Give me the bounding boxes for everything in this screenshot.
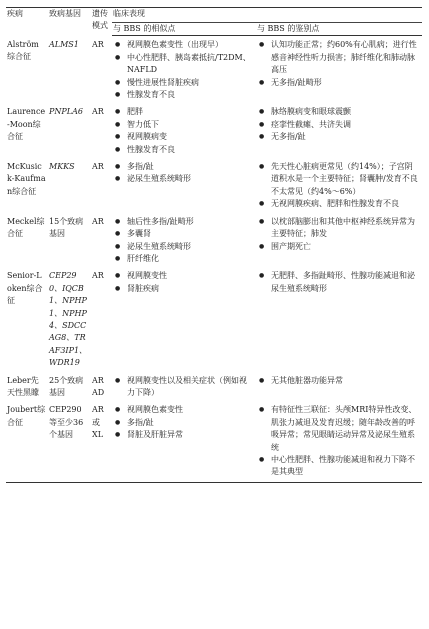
similar-item: ● 智力低下 — [113, 119, 254, 131]
similar-item: ● 视网膜变性以及相关症状（例如视力下降） — [113, 375, 254, 400]
table-row — [6, 36, 422, 105]
similar-cell — [112, 159, 256, 214]
similar-cell — [112, 402, 256, 482]
inheritance-mode: AR — [92, 216, 104, 226]
header-similar: 与 BBS 的相似点 — [112, 23, 256, 36]
comparison-table — [6, 7, 422, 483]
similar-item: ● 视网膜色素变性 — [113, 404, 254, 416]
similar-item: ● 肝纤维化 — [113, 253, 254, 265]
differential-item: ● 无肥胖、多指趾畸形、性腺功能减退和泌尿生殖系统畸形 — [257, 270, 420, 295]
differential-item: ● 脉络膜病变和眼球震颤 — [257, 106, 420, 118]
differential-cell — [256, 268, 422, 372]
gene-name: 15个致病基因 — [49, 216, 84, 239]
differential-item: ● 有特征性三联征：头颅MRI特异性改变、肌张力减退及发育迟缓；随年龄改善的呼吸异常；常见眼睛运动异常及泌尿生殖系统 — [257, 404, 420, 454]
gene-name: ALMS1 — [49, 39, 79, 49]
table-row — [6, 402, 422, 482]
differential-cell — [256, 402, 422, 482]
disease-name: Laurence-Moon综合征 — [7, 107, 46, 142]
similar-item: ● 肾脏疾病 — [113, 283, 254, 295]
table-row — [6, 159, 422, 214]
similar-item: ● 中心性肥胖、胰岛素抵抗/T2DM、NAFLD — [113, 52, 254, 77]
differential-cell — [256, 159, 422, 214]
similar-item: ● 肾脏及肝脏异常 — [113, 429, 254, 441]
differential-item: ● 先天性心脏病更常见（约14%）；子宫阴道积水是一个主要特征；肾囊肿/发育不良不太常见（约4%～6%） — [257, 161, 420, 198]
disease-name: Meckel综合征 — [7, 216, 45, 239]
gene-name: MKKS — [49, 162, 75, 172]
header-inheritance: 遗传模式 — [91, 8, 112, 36]
disease-name: McKusick-Kaufman综合征 — [7, 162, 46, 196]
similar-cell — [112, 36, 256, 105]
disease-name: Senior-Loken综合征 — [7, 271, 43, 306]
gene-name: 25个致病基因 — [49, 375, 84, 397]
table-row — [6, 104, 422, 159]
similar-item: ● 轴后性多指/趾畸形 — [113, 216, 254, 228]
gene-name: PNPLA6 — [49, 107, 83, 117]
similar-item: ● 泌尿生殖系统畸形 — [113, 173, 254, 185]
differential-item: ● 无多指/趾畸形 — [257, 77, 420, 89]
similar-cell — [112, 104, 256, 159]
similar-item: ● 多指/趾 — [113, 161, 254, 173]
inheritance-mode: AR — [92, 271, 104, 281]
table-row — [6, 268, 422, 372]
differential-item: ● 以枕部脑膨出和其他中枢神经系统异常为主要特征；肺发 — [257, 216, 420, 241]
differential-item: ● 痉挛性截瘫、共济失调 — [257, 119, 420, 131]
inheritance-mode: AR — [92, 162, 104, 172]
similar-item: ● 视网膜病变 — [113, 131, 254, 143]
differential-item: ● 围产期死亡 — [257, 241, 420, 253]
header-disease: 疾病 — [6, 8, 48, 36]
gene-name: CEP290等至少36个基因 — [48, 402, 91, 482]
differential-item: ● 无视网膜疾病、肥胖和性腺发育不良 — [257, 198, 420, 210]
table-header-row — [6, 8, 422, 23]
disease-name: Alström综合征 — [7, 39, 39, 62]
similar-item: ● 多指/趾 — [113, 417, 254, 429]
similar-cell — [112, 214, 256, 269]
similar-cell — [112, 373, 256, 403]
similar-item: ● 性腺发育不良 — [113, 89, 254, 101]
inheritance-mode: AR — [92, 39, 104, 49]
table-row — [6, 373, 422, 403]
differential-cell — [256, 104, 422, 159]
similar-item: ● 多囊肾 — [113, 228, 254, 240]
similar-cell — [112, 268, 256, 372]
inheritance-mode: AR — [92, 107, 104, 117]
differential-item: ● 认知功能正常；约60%有心肌病；进行性感音神经性听力损害；肺纤维化和肺动脉高压 — [257, 39, 420, 76]
header-differential: 与 BBS 的鉴别点 — [256, 23, 422, 36]
similar-item: ● 泌尿生殖系统畸形 — [113, 241, 254, 253]
similar-item: ● 视网膜变性 — [113, 270, 254, 282]
similar-item: ● 视网膜色素变性（出现早） — [113, 39, 254, 51]
differential-cell — [256, 214, 422, 269]
disease-name: Leber先天性黑矇 — [7, 375, 39, 397]
header-gene: 致病基因 — [48, 8, 91, 36]
similar-item: ● 慢性进展性肾脏疾病 — [113, 77, 254, 89]
inheritance-mode: AR或XL — [91, 402, 112, 482]
differential-cell — [256, 373, 422, 403]
differential-cell — [256, 36, 422, 105]
gene-name: CEP290、IQCB1、NPHP1、NPHP4、SDCCAG8、TRAF3IP1、WDR19 — [49, 271, 88, 368]
differential-item: ● 中心性肥胖、性腺功能减退和视力下降不是其典型 — [257, 454, 420, 479]
header-clinical: 临床表现 — [112, 8, 422, 23]
table-row — [6, 214, 422, 269]
differential-item: ● 无多指/趾 — [257, 131, 420, 143]
similar-item: ● 肥胖 — [113, 106, 254, 118]
inheritance-mode: AR AD — [92, 375, 105, 397]
differential-item: ● 无其他脏器功能异常 — [257, 375, 420, 387]
similar-item: ● 性腺发育不良 — [113, 144, 254, 156]
disease-name: Joubert综合征 — [6, 402, 48, 482]
